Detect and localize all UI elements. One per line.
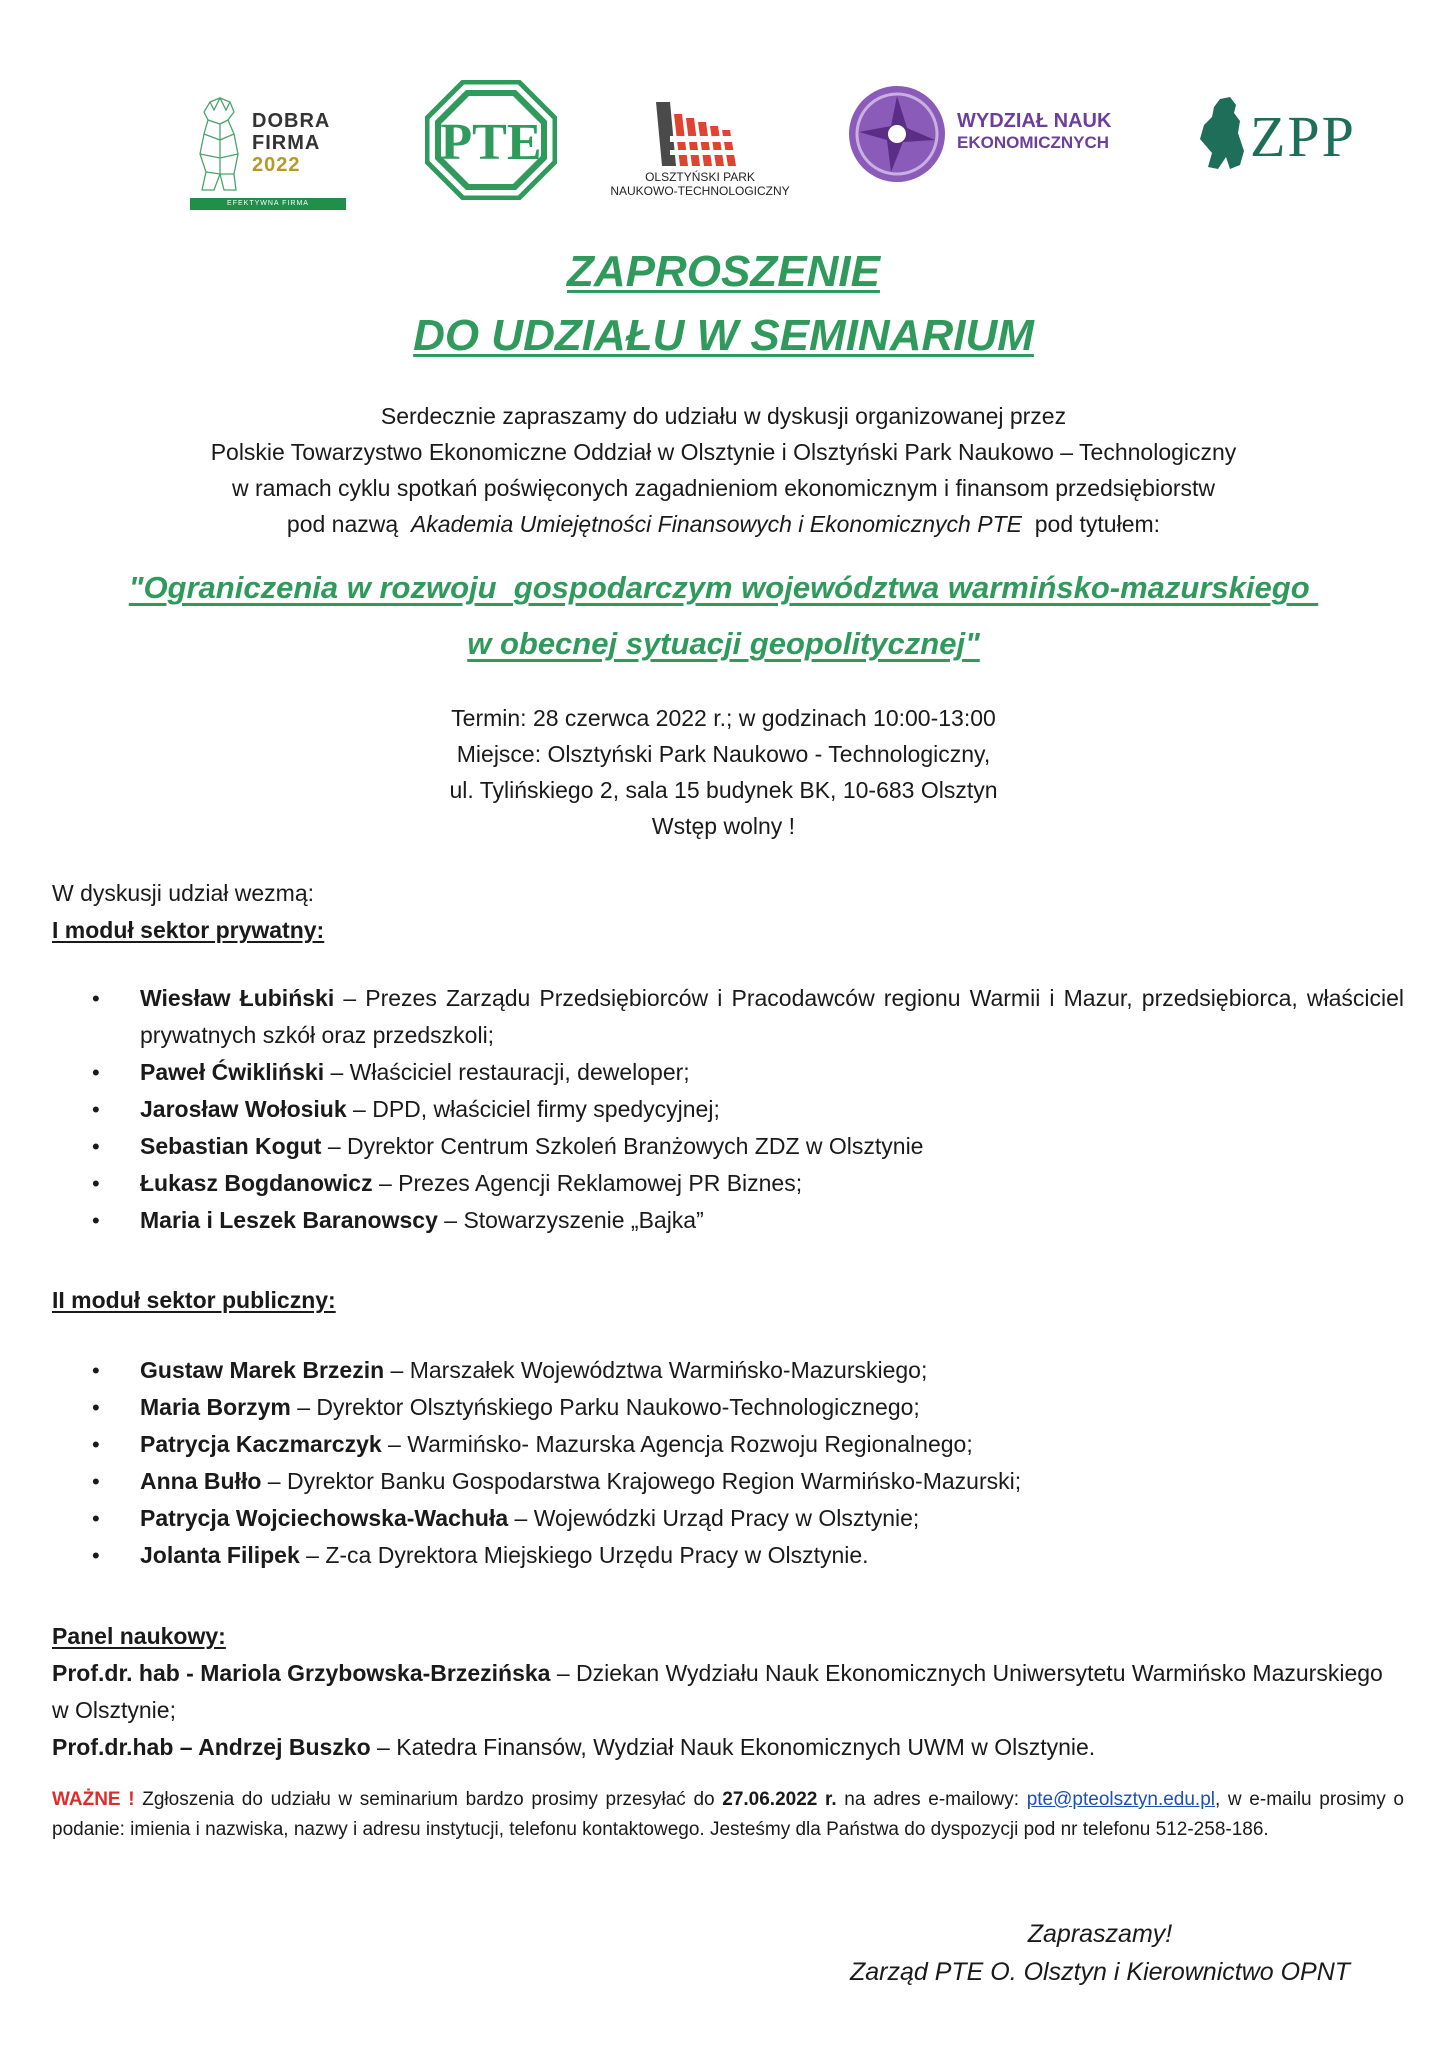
person-role: – Dyrektor Centrum Szkoleń Branżowych ZDZ w Olsztynie — [321, 1133, 924, 1159]
dobra-firma-logo — [190, 90, 350, 205]
wne-caption — [957, 110, 1111, 154]
private-sector-participant — [52, 1202, 1404, 1239]
person-name: Paweł Ćwikliński — [140, 1059, 325, 1085]
intro-post: pod tytułem: — [1034, 511, 1161, 537]
private-sector-participant — [52, 1091, 1404, 1128]
module1-list — [52, 980, 1404, 1239]
public-sector-participant — [52, 1426, 1404, 1463]
title-line-2: DO UDZIAŁU W SEMINARIUM — [413, 311, 1034, 360]
important-note — [52, 1785, 1404, 1845]
academy-name: Akademia Umiejętności Finansowych i Ekonomicznych PTE — [410, 511, 1022, 537]
person-role: – Dyrektor Olsztyńskiego Parku Naukowo-Technologicznego; — [290, 1394, 920, 1420]
topic-line-2: w obecnej sytuacji geopolitycznej" — [467, 626, 980, 661]
module1-people — [52, 980, 1404, 1239]
person-name: Jarosław Wołosiuk — [140, 1096, 347, 1122]
topic-line-1: "Ograniczenia w rozwoju gospodarczym województwa warmińsko-mazurskiego — [128, 570, 1319, 605]
intro-line-4 — [0, 506, 1447, 542]
wne-logo — [845, 82, 1115, 182]
person-role: – Właściciel restauracji, deweloper; — [324, 1059, 690, 1085]
private-sector-participant — [52, 980, 1404, 1054]
deadline-date: 27.06.2022 r. — [722, 1789, 837, 1810]
dobra-firma-bar: EFEKTYWNA FIRMA — [190, 198, 346, 210]
person-role: – Prezes Agencji Reklamowej PR Biznes; — [372, 1170, 803, 1196]
person-role: – Wojewódzki Urząd Pracy w Olsztynie; — [508, 1505, 920, 1531]
pte-letters: PTE — [440, 114, 542, 171]
public-sector-participant — [52, 1389, 1404, 1426]
intro-pre: pod nazwą — [286, 511, 399, 537]
panel-heading: Panel naukowy: — [52, 1623, 226, 1649]
pte-logo — [425, 80, 557, 200]
person-role: – Dyrektor Banku Gospodarstwa Krajowego Region Warmińsko-Mazurski; — [261, 1468, 1022, 1494]
public-sector-participant — [52, 1352, 1404, 1389]
intro-line-3: w ramach cyklu spotkań poświęconych zagadnieniom ekonomicznym i finansom przedsiębiorstw — [231, 475, 1216, 501]
important-text-1: Zgłoszenia do udziału w seminarium bardzo prosimy przesyłać do — [134, 1789, 723, 1810]
event-address: ul. Tylińskiego 2, sala 15 budynek BK, 10-683 Olsztyn — [449, 777, 998, 803]
opnt-logo — [600, 90, 800, 205]
panel-participant — [52, 1729, 1404, 1766]
firma-word: FIRMA — [252, 132, 321, 154]
person-role: – Stowarzyszenie „Bajka” — [437, 1207, 704, 1233]
wne-line-2: EKONOMICZNYCH — [957, 133, 1110, 152]
opnt-line-1: OLSZTYŃSKI PARK — [645, 170, 755, 184]
person-role: – DPD, właściciel firmy spedycyjnej; — [346, 1096, 720, 1122]
zpp-letters: ZPP — [1250, 104, 1356, 169]
person-name: Jolanta Filipek — [140, 1542, 300, 1568]
person-name: Łukasz Bogdanowicz — [140, 1170, 373, 1196]
closing-line-2: Zarząd PTE O. Olsztyn i Kierownictwo OPNT — [849, 1958, 1351, 1986]
person-role: – Warmińsko- Mazurska Agencja Rozwoju Regionalnego; — [381, 1431, 973, 1457]
closing-line-1: Zapraszamy! — [1027, 1920, 1173, 1948]
person-name: Gustaw Marek Brzezin — [140, 1357, 385, 1383]
opnt-bars-icon — [600, 90, 800, 168]
module2-heading-wrap — [52, 1282, 1404, 1319]
module2-heading: II moduł sektor publiczny: — [52, 1287, 336, 1313]
invitation-title — [0, 240, 1447, 368]
public-sector-participant — [52, 1463, 1404, 1500]
person-name: Patrycja Wojciechowska-Wachuła — [140, 1505, 509, 1531]
event-date: Termin: 28 czerwca 2022 r.; w godzinach 10:00-13:00 — [451, 705, 996, 731]
wne-circle-icon — [845, 82, 949, 186]
opnt-caption — [600, 170, 800, 198]
module1-heading: I moduł sektor prywatny: — [52, 917, 325, 943]
seminar-topic — [0, 560, 1447, 672]
important-label: WAŻNE ! — [52, 1789, 135, 1810]
logo-bar — [0, 80, 1447, 210]
bear-silhouette-icon — [1190, 95, 1248, 175]
contact-email-link[interactable]: pte@pteolsztyn.edu.pl — [1026, 1789, 1215, 1810]
opnt-line-2: NAUKOWO-TECHNOLOGICZNY — [610, 184, 790, 198]
person-name: Anna Bułło — [140, 1468, 262, 1494]
private-sector-participant — [52, 1128, 1404, 1165]
dobra-firma-text — [252, 110, 330, 176]
person-role: – Katedra Finansów, Wydział Nauk Ekonomicznych UWM w Olsztynie. — [370, 1734, 1096, 1760]
important-text-3: , w e-mailu prosimy o podanie: imienia i nazwiska, nazwy i adresu instytucji, telefonu kontaktowego. Jesteśmy dla Państwa do dyspozycji pod nr telefonu 512-258-186. — [52, 1789, 1404, 1840]
public-sector-participant — [52, 1500, 1404, 1537]
event-entry: Wstęp wolny ! — [651, 813, 796, 839]
pte-octagon-icon — [425, 80, 557, 200]
bear-outline-icon — [190, 94, 248, 194]
module2-list — [52, 1352, 1404, 1574]
person-name: Patrycja Kaczmarczyk — [140, 1431, 382, 1457]
intro-paragraph — [0, 398, 1447, 542]
title-line-1: ZAPROSZENIE — [567, 247, 880, 296]
public-sector-participant — [52, 1537, 1404, 1574]
person-role: – Marszałek Województwa Warmińsko-Mazurskiego; — [384, 1357, 928, 1383]
intro-line-1: Serdecznie zapraszamy do udziału w dyskusji organizowanej przez — [380, 403, 1067, 429]
year-word: 2022 — [252, 154, 301, 176]
panel-people — [52, 1655, 1404, 1766]
person-name: Prof.dr. hab - Mariola Grzybowska-Brzezińska — [52, 1660, 551, 1686]
module2-people — [52, 1352, 1404, 1574]
science-panel — [52, 1618, 1404, 1766]
event-place: Miejsce: Olsztyński Park Naukowo - Technologiczny, — [456, 741, 991, 767]
person-role: – Prezes Zarządu Przedsiębiorców i Pracodawców regionu Warmii i Mazur, przedsiębiorca, właściciel prywatnych szkół oraz przedszkoli; — [140, 985, 1404, 1048]
important-text-2: na adres e-mailowy: — [836, 1789, 1027, 1810]
lead-text: W dyskusji udział wezmą: — [52, 880, 315, 906]
person-name: Maria Borzym — [140, 1394, 291, 1420]
person-name: Prof.dr.hab – Andrzej Buszko — [52, 1734, 371, 1760]
private-sector-participant — [52, 1054, 1404, 1091]
event-details — [0, 700, 1447, 844]
dobra-word: DOBRA — [252, 110, 331, 132]
person-role: – Z-ca Dyrektora Miejskiego Urzędu Pracy w Olsztynie. — [299, 1542, 869, 1568]
intro-line-2: Polskie Towarzystwo Ekonomiczne Oddział w Olsztynie i Olsztyński Park Naukowo – Technologiczny — [210, 439, 1237, 465]
person-role: – Dziekan Wydziału Nauk Ekonomicznych Uniwersytetu Warmińsko Mazurskiego w Olsztynie; — [52, 1660, 1383, 1723]
panel-participant — [52, 1655, 1404, 1729]
person-name: Sebastian Kogut — [140, 1133, 322, 1159]
private-sector-participant — [52, 1165, 1404, 1202]
wne-line-1: WYDZIAŁ NAUK — [957, 110, 1112, 132]
person-name: Wiesław Łubiński — [140, 985, 335, 1011]
participants-lead — [52, 875, 1404, 949]
person-name: Maria i Leszek Baranowscy — [140, 1207, 438, 1233]
closing-signature — [820, 1915, 1380, 1991]
zpp-logo — [1190, 95, 1380, 175]
